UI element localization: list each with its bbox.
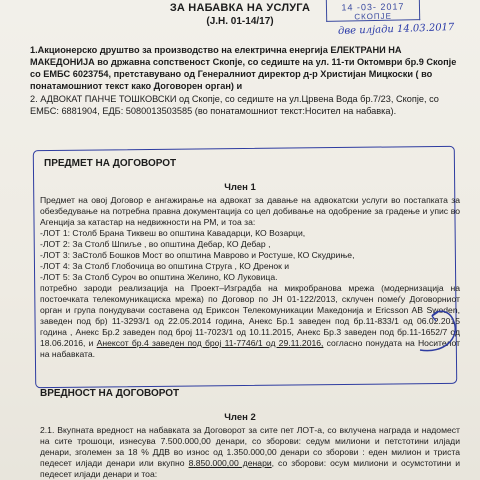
- section-subject-title: ПРЕДМЕТ НА ДОГОВОРОТ: [44, 158, 177, 169]
- lot-item: -ЛОТ 1: Столб Брана Тиквеш во општина Кавадарци, КО Возарци,: [40, 228, 306, 238]
- party-1: 1.Акционерско друштво за производство на електрична енергија ЕЛЕКТРАНИ НА МАКЕДОНИЈА во државна сопственост Скопје, со седиште на ул. 11-ти Октомври бр.9 Скопје со ЕМБС 6023754, претставувано од Генералниот директор д-р Христијан Мицкоски ( во понатамошниот текст како Договорен орган) и: [30, 45, 457, 91]
- stamp-number: 14 -03- 2017: [341, 1, 405, 13]
- article-2-heading: Член 2: [224, 412, 256, 423]
- handwritten-arrow-mark: [414, 288, 464, 358]
- lot-item: -ЛОТ 3: ЗаСтолб Бошков Мост во општина Маврово и Ростуше, КО Скудриње,: [40, 250, 355, 260]
- article-1-body: [40, 195, 460, 360]
- document-number: (Ј.Н. 01-14/17): [206, 16, 274, 27]
- annex-4-reference: Анексот бр.4 заведен под број 11-7746/1 од 29.11.2016,: [96, 338, 324, 348]
- article-1-details: потребно зароди реализација на Проект–Изградба на микробранова мрежа (модернизација на постоечката телекомуникациска мрежа) по Договор по ЈН 01-122/2013, склучен помеѓу Договорниот орган и група понудувачи составена од Ериксон Телекомуникации Македонија и Ericsson AB Sweden, заведен под бр) 11-3293/1 од 22.05.2014 година, Анекс Бр.1 заведен под бр.11-833/1 од 06.02.2015 година , Анекс Бр.2 заведен под број 11-7023/1 од 10.11.2015, Анекс Бр.3 заведен под бр.11-1652/7 од 18.06.2016, и Анексот бр.4 заведен под број 11-7746/1 од 29.11.2016, согласно понудата на Носителот на набавката.: [40, 283, 461, 359]
- lot-item: -ЛОТ 5: За Столб Суроч во општина Желино, КО Луковица.: [40, 272, 278, 282]
- document-title: ЗА НАБАВКА НА УСЛУГА: [169, 2, 311, 14]
- article-2-body: 2.1. Вкупната вредност на набавката за Договорот за сите пет ЛОТ-а, со вклучена награда и надомест на сите трошоци, изнесува 7.500.000,00 денари, со зборови: седум милиони и петстотини илјади денари, зголемен за 18 % ДДВ во износ од 1.350.000,00 денари со зборови : еден милион и триста педесет илјади денари или вкупно 8.850.000,00 денари, со зборови: осум милиони и осумстотини и педесет илјади денари и тоа:: [40, 425, 460, 479]
- section-value-title: ВРЕДНОСТ НА ДОГОВОРОТ: [40, 388, 180, 399]
- stamp-city: СКОПЈЕ: [354, 11, 393, 22]
- handwritten-date: две илјади 14.03.2017: [337, 21, 455, 38]
- article-1-intro: Предмет на овој Договор е ангажирање на адвокат за давање на адвокатски услуги во постапката за обезбедување на потребна правна документација со цел добивање на одобрение за градење и упис во Агенција за катастар на недвижности на РМ, и тоа за:: [40, 195, 460, 227]
- article-1-heading: Член 1: [224, 182, 256, 193]
- contract-parties: [30, 44, 462, 118]
- registry-stamp: [326, 0, 420, 22]
- party-2: 2. АДВОКАТ ПАНЧЕ ТОШКОВСКИ од Скопје, со седиште на ул.Црвена Вода бр.7/23, Скопје, со ЕМБС: 6881904, ЕДБ: 5080013503585 (во понатамошниот текст:Носител на набавка).: [30, 94, 439, 116]
- lot-item: -ЛОТ 4: За Столб Глобочица во општина Струга , КО Дренок и: [40, 261, 290, 271]
- total-amount: 8.850.000,00 денари: [188, 458, 272, 468]
- lot-item: -ЛОТ 2: За Столб Шпиље , во општина Дебар, КО Дебар ,: [40, 239, 271, 249]
